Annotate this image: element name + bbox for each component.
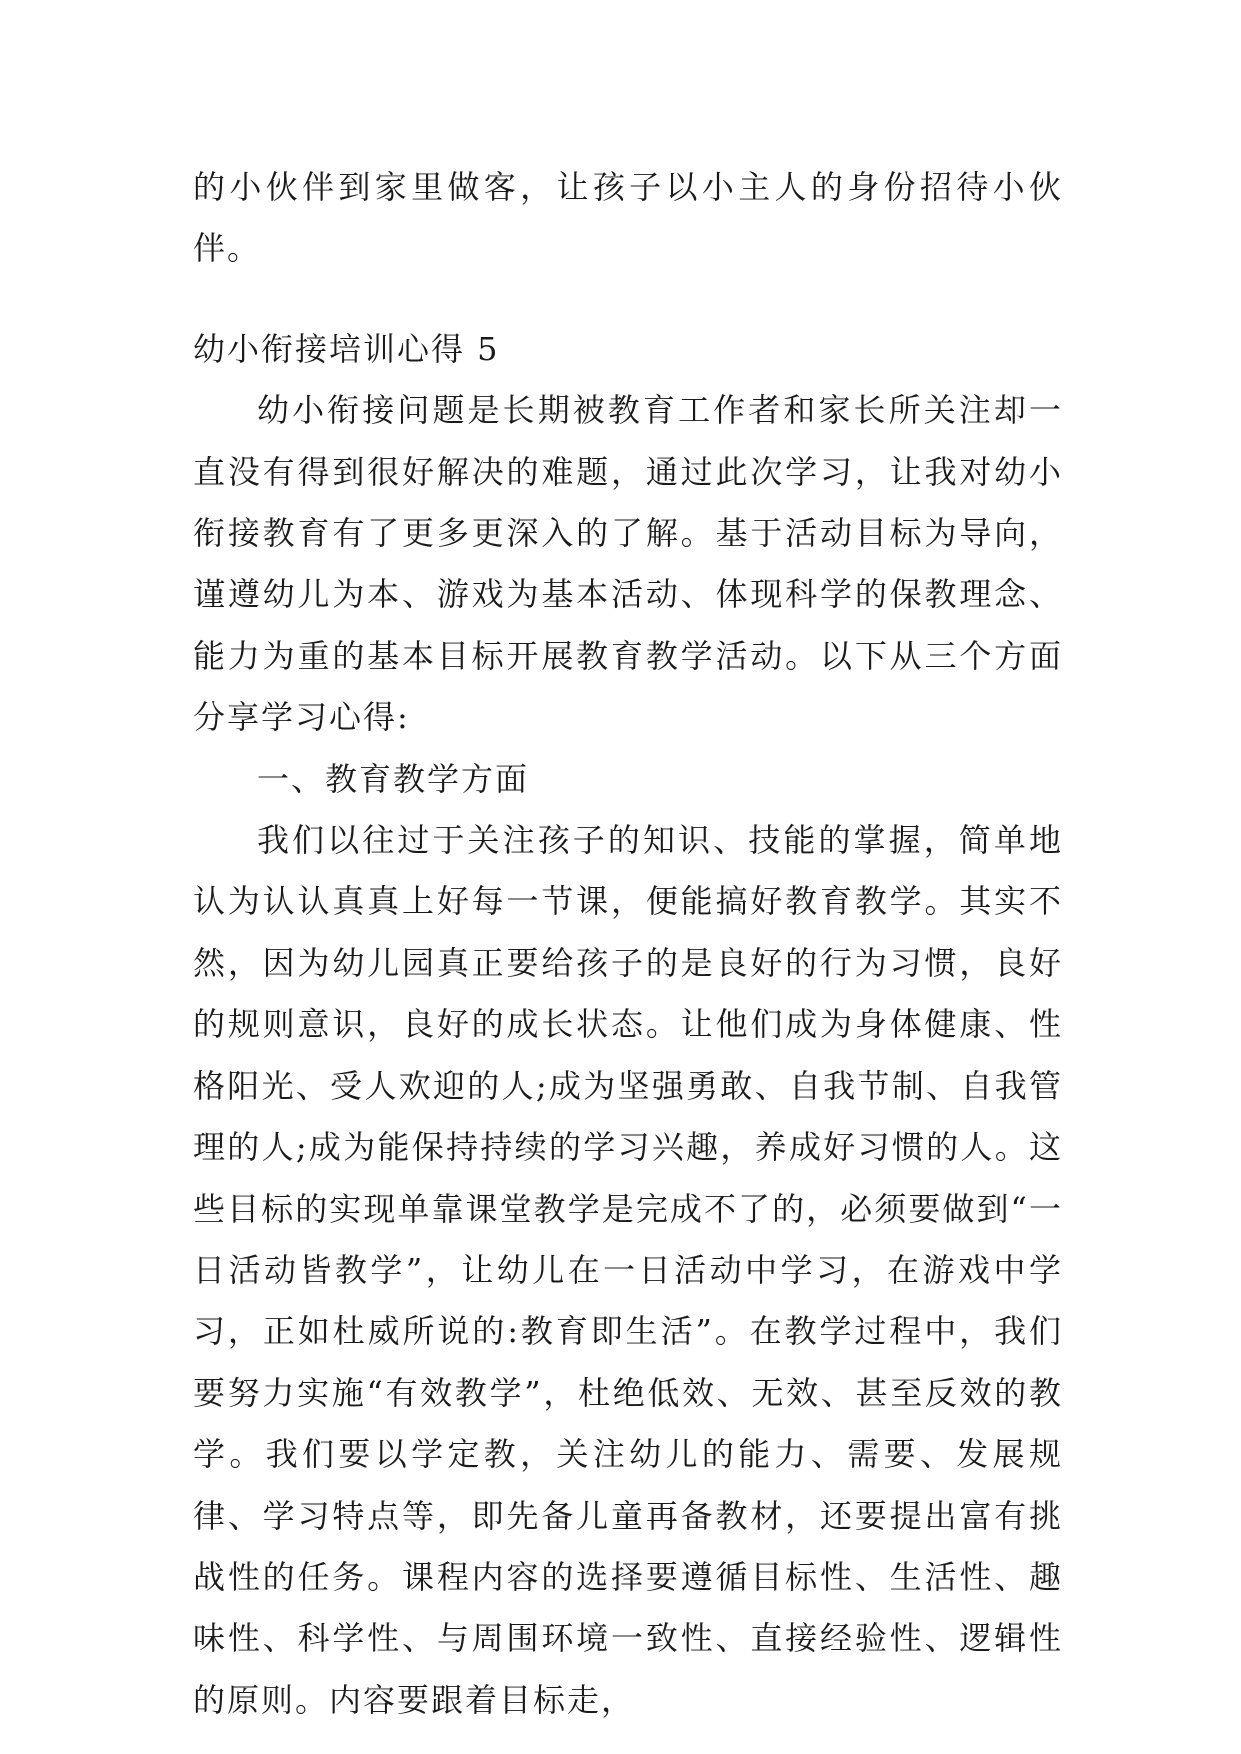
subheading-teaching: 一、教育教学方面 (257, 759, 530, 798)
continued-paragraph: 的小伙伴到家里做客，让孩子以小主人的身份招待小伙伴。 (193, 168, 1063, 268)
paragraph-teaching: 我们以往过于关注孩子的知识、技能的掌握，简单地认为认认真真上好每一节课，便能搞好教育教学。其实不然，因为幼儿园真正要给孩子的是良好的行为习惯，良好的规则意识，良好的成长状态。让他们成为身体健康、性格阳光、受人欢迎的人;成为坚强勇敢、自我节制、自我管理的人;成为能保持持续的学习兴趣，养成好习惯的人。这些目标的实现单靠课堂教学是完成不了的，必须要做到“一日活动皆教学”，让幼儿在一日活动中学习，在游戏中学习，正如杜威所说的:教育即生活”。在教学过程中，我们要努力实施“有效教学”，杜绝低效、无效、甚至反效的教学。我们要以学定教，关注幼儿的能力、需要、发展规律、学习特点等，即先备儿童再备教材，还要提出富有挑战性的任务。课程内容的选择要遵循目标性、生活性、趣味性、科学性、与周围环境一致性、直接经验性、逻辑性的原则。内容要跟着目标走， (193, 821, 1063, 1719)
paragraph-intro: 幼小衔接问题是长期被教育工作者和家长所关注却一直没有得到很好解决的难题，通过此次学习，让我对幼小衔接教育有了更多更深入的了解。基于活动目标为导向，谨遵幼儿为本、游戏为基本活动、体现科学的保教理念、能力为重的基本目标开展教育教学活动。以下从三个方面分享学习心得: (193, 391, 1063, 737)
document-body (193, 157, 1063, 1731)
section-title: 幼小衔接培训心得 5 (193, 329, 500, 368)
